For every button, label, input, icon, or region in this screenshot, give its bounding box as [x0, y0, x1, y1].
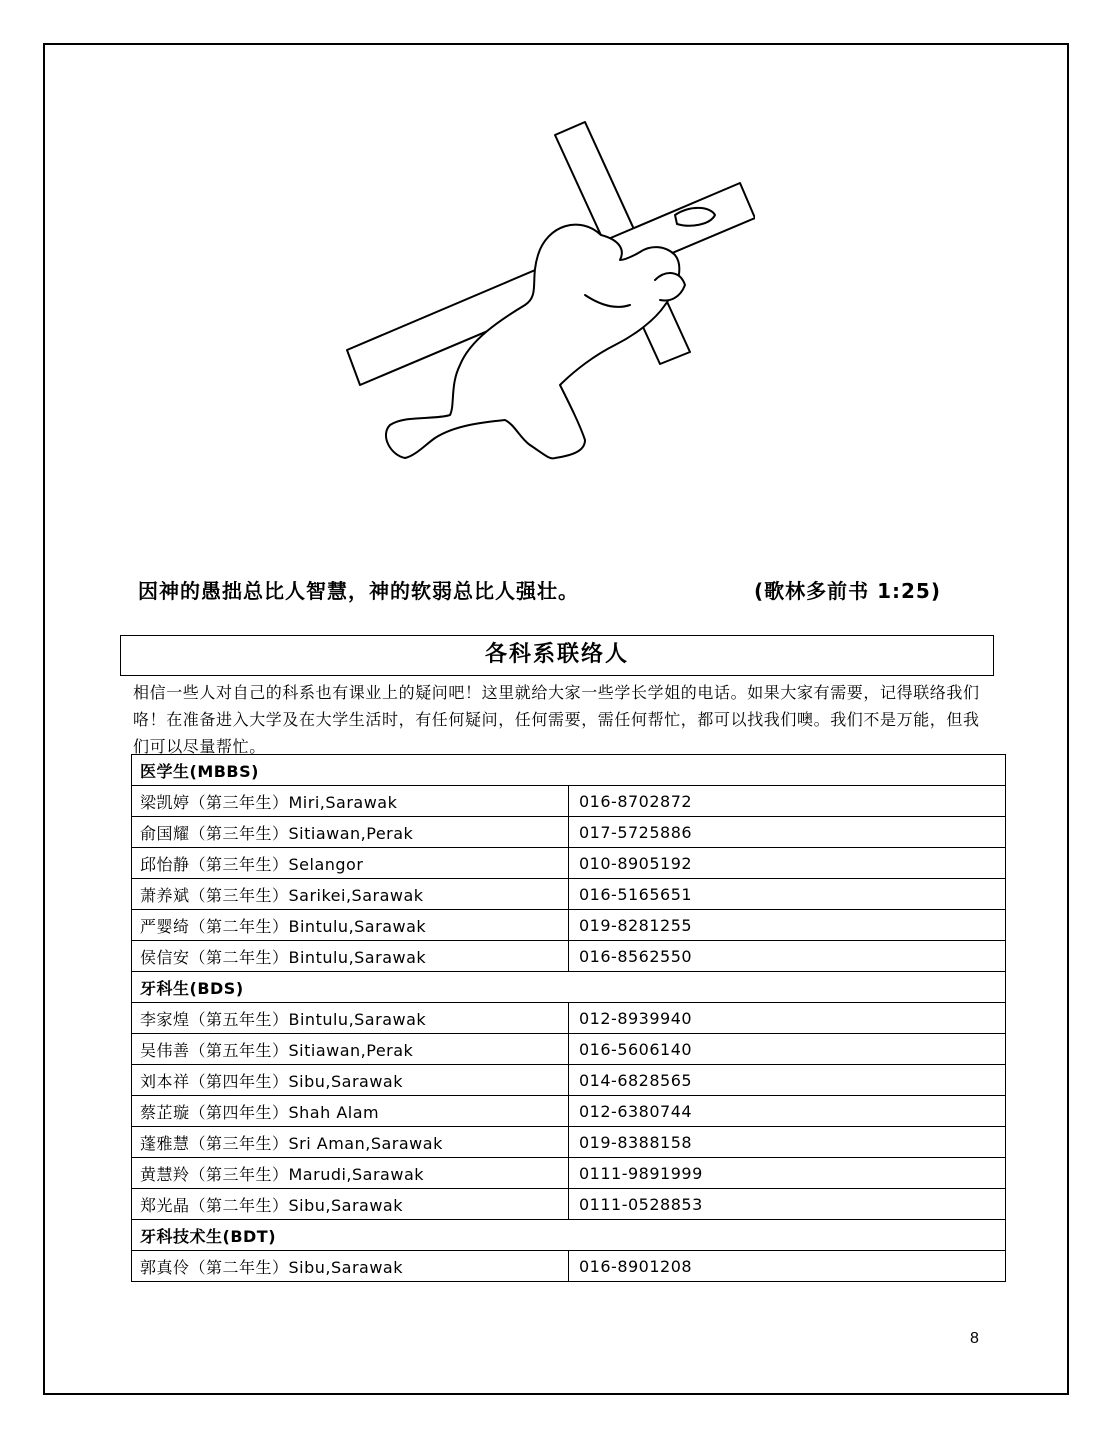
contact-name: 俞国耀（第三年生）Sitiawan,Perak: [132, 817, 569, 848]
contact-phone: 016-5165651: [569, 879, 1006, 910]
contact-name: 蔡芷璇（第四年生）Shah Alam: [132, 1096, 569, 1127]
contact-phone: 010-8905192: [569, 848, 1006, 879]
contact-name: 邱怡静（第三年生）Selangor: [132, 848, 569, 879]
table-row: [132, 848, 1006, 879]
contact-phone: 017-5725886: [569, 817, 1006, 848]
category-row: [132, 972, 1006, 1003]
cross-bearer-illustration: [335, 120, 755, 480]
table-row: [132, 786, 1006, 817]
verse-reference: (歌林多前书 1:25): [754, 579, 941, 603]
contact-name: 郭真伶（第二年生）Sibu,Sarawak: [132, 1251, 569, 1282]
section-intro: 相信一些人对自己的科系也有课业上的疑问吧！这里就给大家一些学长学姐的电话。如果大家有需要，记得联络我们咯！在准备进入大学及在大学生活时，有任何疑问，任何需要，需任何帮忙，都可以找我们噢。我们不是万能，但我们可以尽量帮忙。: [133, 683, 980, 756]
contact-name: 严婴绮（第二年生）Bintulu,Sarawak: [132, 910, 569, 941]
contact-name: 黄慧羚（第三年生）Marudi,Sarawak: [132, 1158, 569, 1189]
contact-name: 李家煌（第五年生）Bintulu,Sarawak: [132, 1003, 569, 1034]
contact-phone: 016-8901208: [569, 1251, 1006, 1282]
table-row: [132, 1189, 1006, 1220]
contact-phone: 012-8939940: [569, 1003, 1006, 1034]
contact-name: 刘本祥（第四年生）Sibu,Sarawak: [132, 1065, 569, 1096]
contact-name: 吴伟善（第五年生）Sitiawan,Perak: [132, 1034, 569, 1065]
table-row: [132, 1158, 1006, 1189]
contact-phone: 0111-9891999: [569, 1158, 1006, 1189]
contact-phone: 019-8281255: [569, 910, 1006, 941]
contact-name: 郑光晶（第二年生）Sibu,Sarawak: [132, 1189, 569, 1220]
table-row: [132, 879, 1006, 910]
category-label: 牙科技术生(BDT): [132, 1220, 1006, 1251]
verse-block: [138, 575, 978, 609]
table-row: [132, 1251, 1006, 1282]
contact-table: [131, 754, 1006, 1282]
table-row: [132, 1065, 1006, 1096]
verse-text: 因神的愚拙总比人智慧，神的软弱总比人强壮。: [138, 579, 579, 603]
section-title: 各科系联络人: [120, 635, 994, 676]
contact-phone: 014-6828565: [569, 1065, 1006, 1096]
table-row: [132, 1003, 1006, 1034]
page-number: 8: [970, 1330, 979, 1347]
category-row: [132, 1220, 1006, 1251]
contact-phone: 019-8388158: [569, 1127, 1006, 1158]
contact-phone: 0111-0528853: [569, 1189, 1006, 1220]
table-row: [132, 910, 1006, 941]
contact-phone: 016-5606140: [569, 1034, 1006, 1065]
category-label: 牙科生(BDS): [132, 972, 1006, 1003]
category-row: [132, 755, 1006, 786]
contact-phone: 016-8702872: [569, 786, 1006, 817]
table-row: [132, 817, 1006, 848]
table-row: [132, 941, 1006, 972]
contact-phone: 012-6380744: [569, 1096, 1006, 1127]
contact-phone: 016-8562550: [569, 941, 1006, 972]
contact-name: 蓬雅慧（第三年生）Sri Aman,Sarawak: [132, 1127, 569, 1158]
contact-name: 梁凯婷（第三年生）Miri,Sarawak: [132, 786, 569, 817]
contact-name: 侯信安（第二年生）Bintulu,Sarawak: [132, 941, 569, 972]
table-row: [132, 1096, 1006, 1127]
table-row: [132, 1034, 1006, 1065]
category-label: 医学生(MBBS): [132, 755, 1006, 786]
table-row: [132, 1127, 1006, 1158]
contact-name: 萧养斌（第三年生）Sarikei,Sarawak: [132, 879, 569, 910]
